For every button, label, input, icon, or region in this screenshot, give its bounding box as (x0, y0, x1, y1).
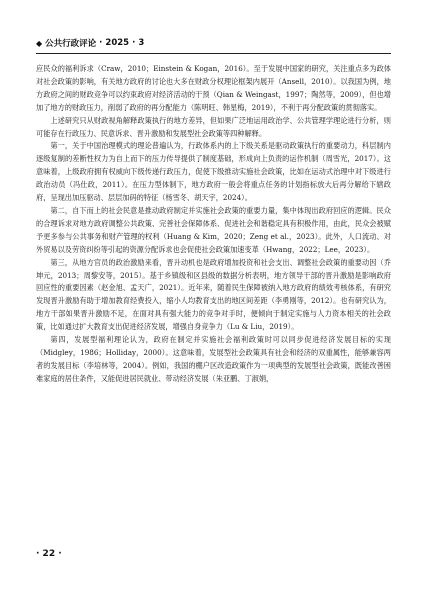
diamond-icon: ◆ (36, 38, 43, 48)
body-paragraph: 应民众的福利诉求（Craw，2010；Einstein & Kogan，2016）。至于发展中国家的研究，关注重点多为政体对社会政策的影响，有关地方政府的讨论也大多在财政分权理论框架内展开（Ansell，2010）。以我国为例，地方政府之间的财政竞争可以约束政府对经济活动的干预（Qian & Weingast，1997；陶然等，2009），但也增加了地方的财政压力，削弱了政府的再分配能力（陈明旺、韩星梅，2019），不利于再分配政策的贯彻落实。 (36, 64, 391, 112)
article-body (36, 63, 391, 386)
body-paragraph: 第二，自下而上的社会民意是推动政府制定并实施社会政策的重要力量，集中体现出政府回应的逻辑。民众的合理诉求对地方政府调整公共政策、完善社会保障体系、促进社会和谐稳定具有积极作用，由此，民众会被赋予更多参与公共事务和财产管理的权利（Huang & Kim，2020；Zeng et al.，2023）。此外，人口流动、对外贸易以及劳资纠纷等引起的资源分配诉求也会促使社会政策加速变革（Hwang，2022；Lee，2023）。 (36, 205, 391, 254)
journal-issue: 3 (138, 38, 145, 48)
body-paragraph: 第一，关于中国治理模式的理论普遍认为，行政体系内的上下级关系是驱动政策执行的重要动力，科层制内逐级复制的差断性权力为自上而下的压力传导提供了制度基础，形成向上负责的运作机制（周雪光，2017）。这意味着，上级政府拥有权威向下级传递行政压力，促使下级推动实施社会政策，比如在运动式治理中对下级进行政治动员（冯仕政，2011）。在压力型体制下，地方政府一般会将重点任务的计划指标放大后再分解给下辖政府，呈现出加压驱动、层层加码的特征（杨雪冬、胡天宇，2024）。 (36, 141, 391, 203)
journal-year: 2025 (105, 38, 130, 48)
body-paragraph: 第三，从地方官员的政治激励来看，晋升动机也是政府增加投资和社会支出、调整社会政策的重要动因（乔坤元，2013；周黎安等，2015）。基于乡镇级和区县级的数据分析表明，地方领导干部的晋升激励是影响政府回应性的重要因素（赵金旭、孟天广，2021）。近年来，随着民生保障被纳入地方政府的绩效考核体系，有研究发现晋升激励有助于增加教育经费投入，缩小人均教育支出的地区间差距（李勇刚等，2012）。也有研究认为，地方干部如果晋升激励不足，在面对具有强大能力的竞争对手时，便倾向于制定实施与人力资本相关的社会政策，比如通过扩大教育支出促进经济发展，增强自身竞争力（Lu & Liu，2019）。 (36, 257, 391, 332)
header-separator: · (99, 38, 103, 48)
running-header (36, 36, 391, 50)
body-paragraph: 第四，发展型福利理论认为，政府在制定并实施社会福利政策时可以同步促进经济发展目标的实现（Midgley，1986；Holliday，2000）。这意味着，发展型社会政策具有社会和经济的双重属性，能够兼容两者的发展目标（李培林等，2004）。例如，我国的棚户区改造政策作为一项典型的发展型社会政策，既能改善困难家庭的居住条件，又能促进居民就业、带动经济发展（朱亚鹏、丁淑娟， (36, 335, 391, 383)
journal-name: 公共行政评论 (45, 39, 97, 49)
header-separator: · (132, 38, 136, 48)
header-rule (36, 53, 391, 54)
body-paragraph: 上述研究只从财政视角解释政策执行的地方差异，但如果广泛地运用政治学、公共管理学理论进行分析，则可能存在行政压力、民意诉求、晋升激励和发展型社会政策等四种解释。 (36, 115, 391, 138)
page-number: · 22 · (36, 549, 62, 559)
